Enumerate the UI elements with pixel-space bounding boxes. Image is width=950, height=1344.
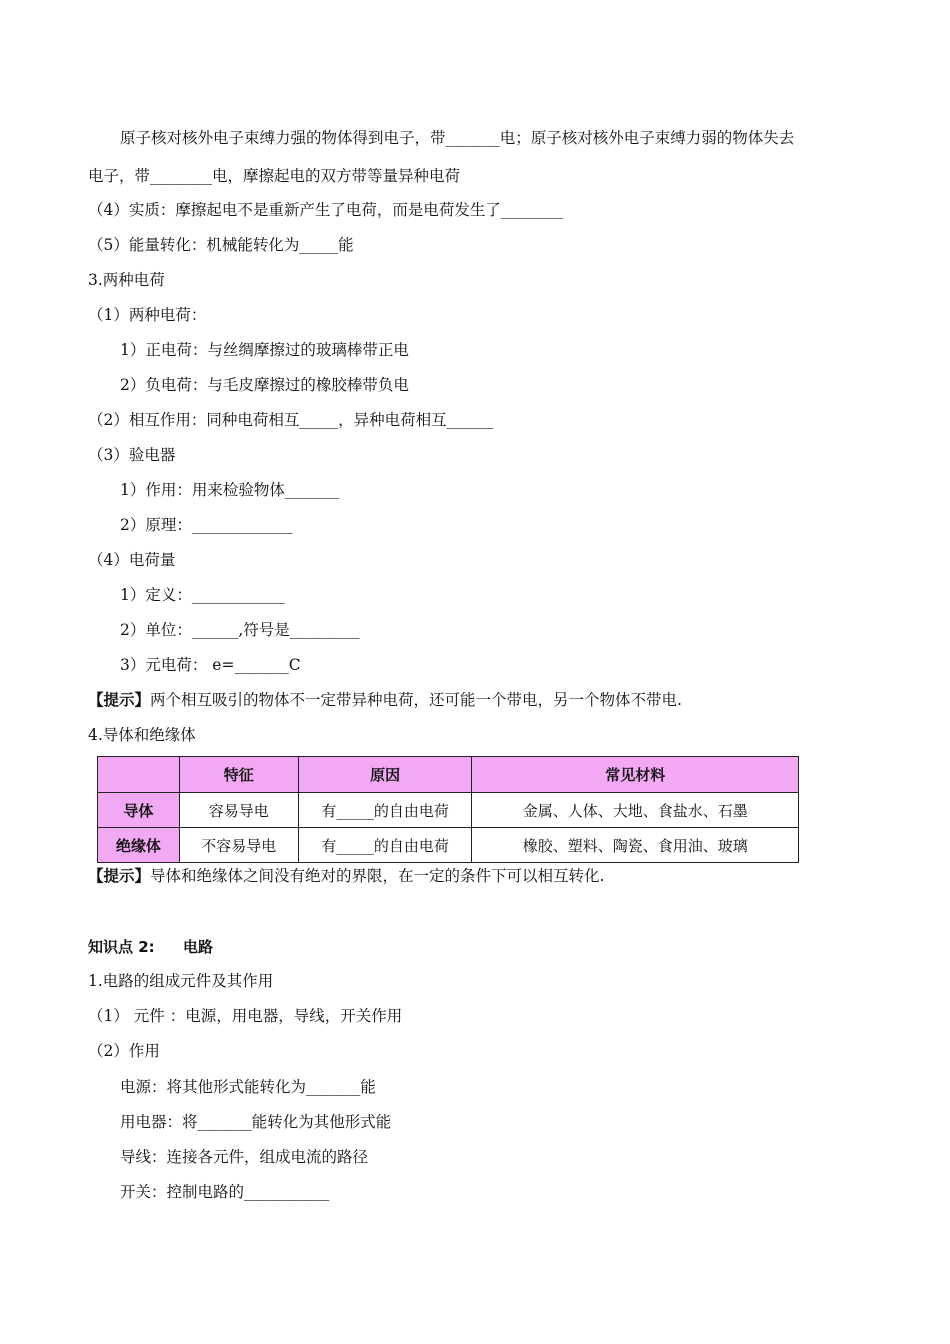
circuit-components-heading: 1.电路的组成元件及其作用 bbox=[88, 972, 274, 990]
item-electroscope-function: 1）作用：用来检验物体_______ bbox=[120, 481, 340, 499]
item-functions: （2）作用 bbox=[88, 1042, 160, 1060]
item-negative-charge: 2）负电荷：与毛皮摩擦过的橡胶棒带负电 bbox=[120, 376, 409, 394]
knowledge-point-2-label: 知识点 2: bbox=[88, 938, 155, 956]
table-header-cell: 特征 bbox=[179, 757, 298, 793]
role-wire: 导线：连接各元件，组成电流的路径 bbox=[120, 1148, 369, 1166]
table-cell: 不容易导电 bbox=[179, 828, 298, 863]
item-charge-definition: 1）定义：____________ bbox=[120, 586, 285, 604]
item-two-charges: （1）两种电荷： bbox=[88, 306, 207, 324]
table-header-cell: 常见材料 bbox=[472, 757, 799, 793]
intro-paragraph-line-2: 电子，带________电，摩擦起电的双方带等量异种电荷 bbox=[88, 167, 461, 185]
tip-text: 两个相互吸引的物体不一定带异种电荷，还可能一个带电，另一个物体不带电. bbox=[150, 691, 682, 709]
role-switch: 开关：控制电路的___________ bbox=[120, 1183, 330, 1201]
role-appliance: 用电器：将_______能转化为其他形式能 bbox=[120, 1113, 392, 1131]
item-energy-conversion: （5）能量转化：机械能转化为_____能 bbox=[88, 236, 354, 254]
conductor-insulator-table bbox=[97, 756, 799, 863]
item-essence: （4）实质：摩擦起电不是重新产生了电荷，而是电荷发生了________ bbox=[88, 201, 563, 219]
table-row-label: 绝缘体 bbox=[98, 828, 180, 863]
table-header-cell bbox=[98, 757, 180, 793]
tip-label: 【提示】 bbox=[88, 690, 151, 709]
table-row bbox=[98, 828, 799, 863]
item-positive-charge: 1）正电荷：与丝绸摩擦过的玻璃棒带正电 bbox=[120, 341, 409, 359]
item-interaction: （2）相互作用：同种电荷相互_____，异种电荷相互______ bbox=[88, 411, 494, 429]
table-header-row bbox=[98, 757, 799, 793]
section-conductors-heading: 4.导体和绝缘体 bbox=[88, 726, 196, 744]
intro-paragraph-line-1: 原子核对核外电子束缚力强的物体得到电子，带_______电；原子核对核外电子束缚力弱的物体失去 bbox=[120, 129, 795, 147]
item-components: （1） 元件 ：电源，用电器，导线，开关作用 bbox=[88, 1007, 403, 1025]
item-charge-unit: 2）单位：______,符号是_________ bbox=[120, 621, 360, 639]
item-elementary-charge: 3）元电荷： e=_______C bbox=[120, 656, 301, 674]
table-row bbox=[98, 793, 799, 828]
table-cell: 容易导电 bbox=[179, 793, 298, 828]
table-row-label: 导体 bbox=[98, 793, 180, 828]
tip-label: 【提示】 bbox=[88, 866, 151, 885]
tip-conductors bbox=[88, 866, 604, 886]
section-two-charges-heading: 3.两种电荷 bbox=[88, 271, 165, 289]
table-cell: 橡胶、塑料、陶瓷、食用油、玻璃 bbox=[472, 828, 799, 863]
table-cell: 金属、人体、大地、食盐水、石墨 bbox=[472, 793, 799, 828]
table-cell: 有_____的自由电荷 bbox=[298, 793, 472, 828]
role-power-source: 电源：将其他形式能转化为_______能 bbox=[120, 1078, 376, 1096]
knowledge-point-2-title: 电路 bbox=[183, 938, 214, 956]
item-electroscope: （3）验电器 bbox=[88, 446, 176, 464]
tip-charges bbox=[88, 690, 682, 710]
table-cell: 有_____的自由电荷 bbox=[298, 828, 472, 863]
table-header-cell: 原因 bbox=[298, 757, 472, 793]
tip-text: 导体和绝缘体之间没有绝对的界限，在一定的条件下可以相互转化. bbox=[150, 867, 605, 885]
item-charge-quantity: （4）电荷量 bbox=[88, 551, 176, 569]
item-electroscope-principle: 2）原理：_____________ bbox=[120, 516, 293, 534]
